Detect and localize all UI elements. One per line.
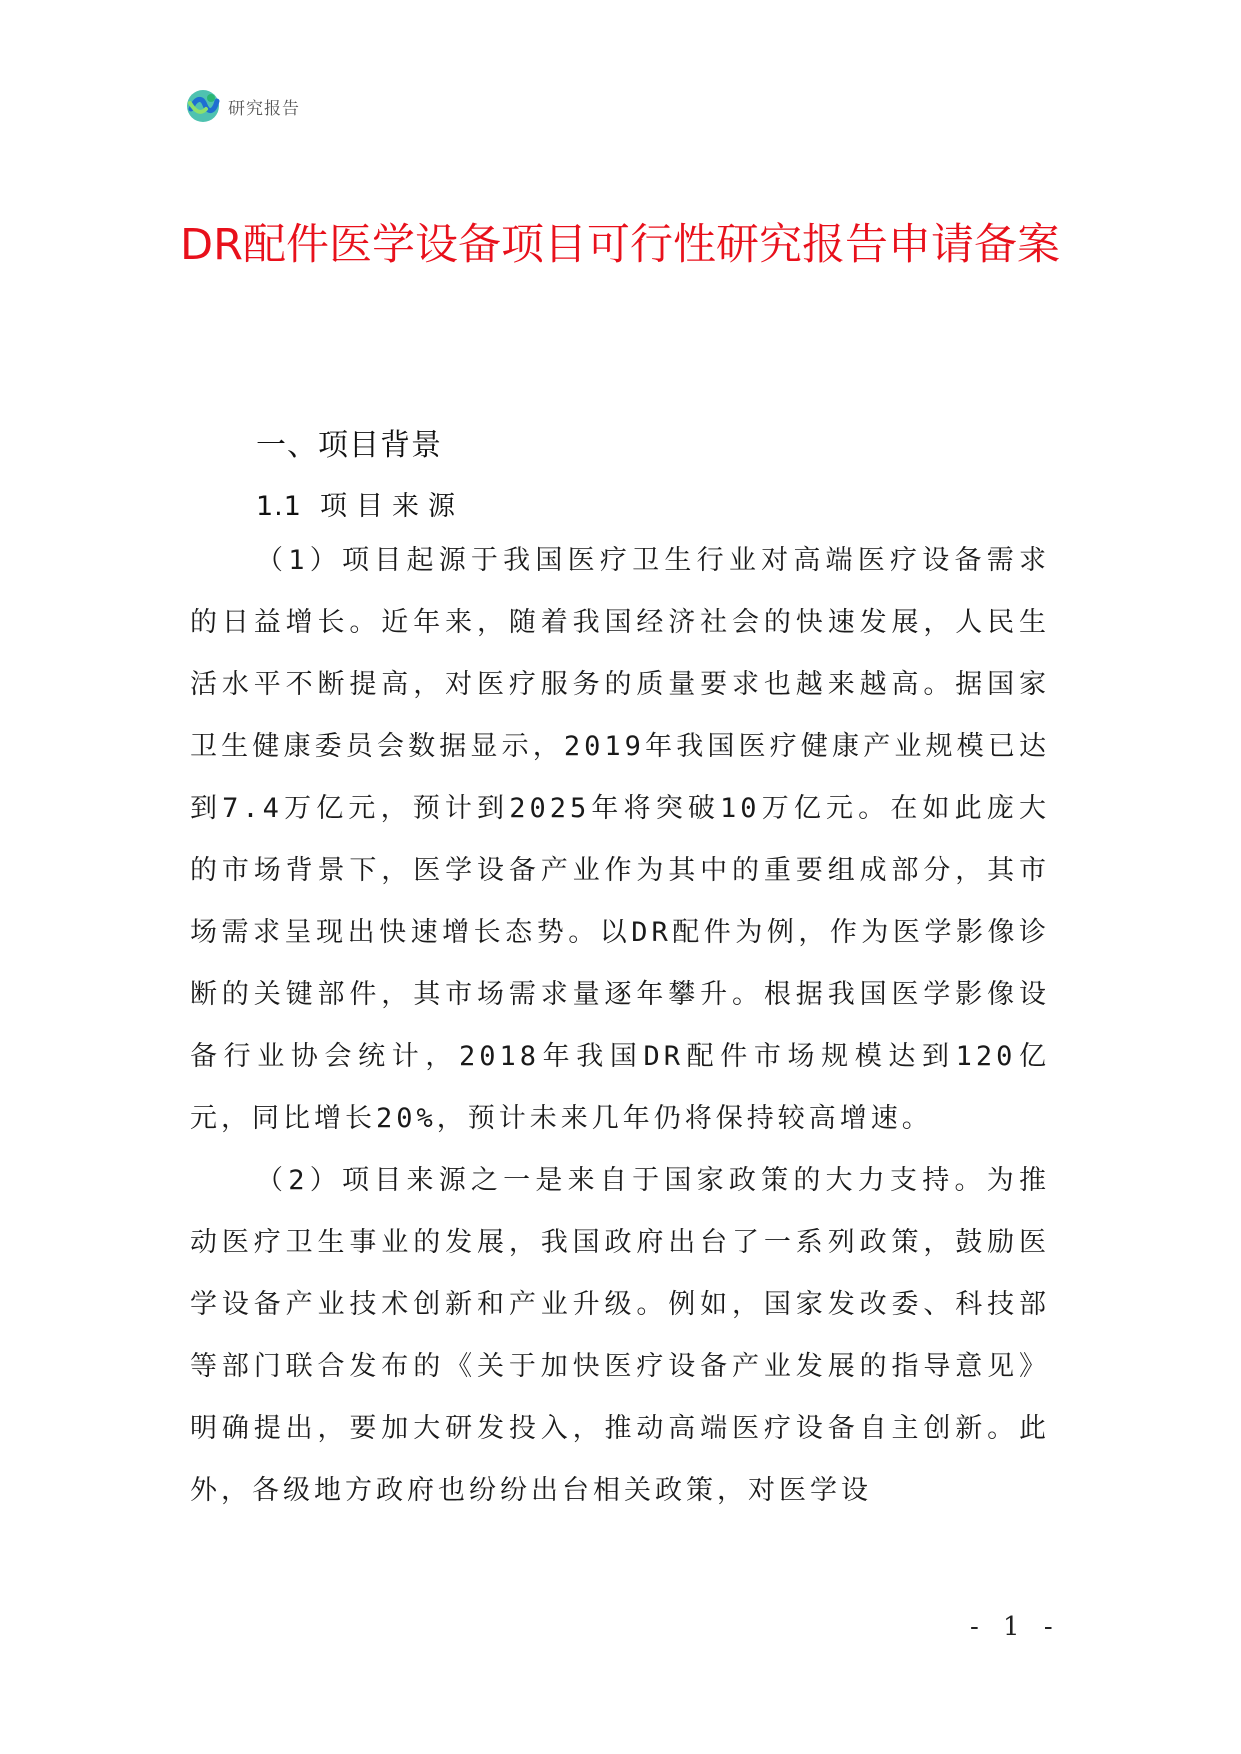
document-title: DR配件医学设备项目可行性研究报告申请备案 xyxy=(180,220,1060,270)
page-number: - 1 - xyxy=(970,1612,1061,1642)
paragraph: （2）项目来源之一是来自于国家政策的大力支持。为推动医疗卫生事业的发展，我国政府出台了一系列政策，鼓励医学设备产业技术创新和产业升级。例如，国家发改委、科技部等部门联合发布的《关于加快医疗设备产业发展的指导意见》明确提出，要加大研发投入，推动高端医疗设备自主创新。此外，各级地方政府也纷纷出台相关政策，对医学设 xyxy=(190,1165,1050,1506)
page-header xyxy=(186,86,300,126)
header-label: 研究报告 xyxy=(228,98,300,119)
subsection-heading xyxy=(256,484,464,523)
paragraph: （1）项目起源于我国医疗卫生行业对高端医疗设备需求的日益增长。近年来，随着我国经济社会的快速发展，人民生活水平不断提高，对医疗服务的质量要求也越来越高。据国家卫生健康委员会数据显示，2019年我国医疗健康产业规模已达到7.4万亿元，预计到2025年将突破10万亿元。在如此庞大的市场背景下，医学设备产业作为其中的重要组成部分，其市场需求呈现出快速增长态势。以DR配件为例，作为医学影像诊断的关键部件，其市场需求量逐年攀升。根据我国医学影像设备行业协会统计，2018年我国DR配件市场规模达到120亿元，同比增长20%，预计未来几年仍将保持较高增速。 xyxy=(190,545,1050,1134)
section-heading: 一、项目背景 xyxy=(256,428,442,463)
report-logo-icon xyxy=(186,89,220,123)
subsection-number: 1.1 xyxy=(256,491,302,522)
subsection-title: 项目来源 xyxy=(319,491,464,522)
document-body xyxy=(190,530,1050,1522)
